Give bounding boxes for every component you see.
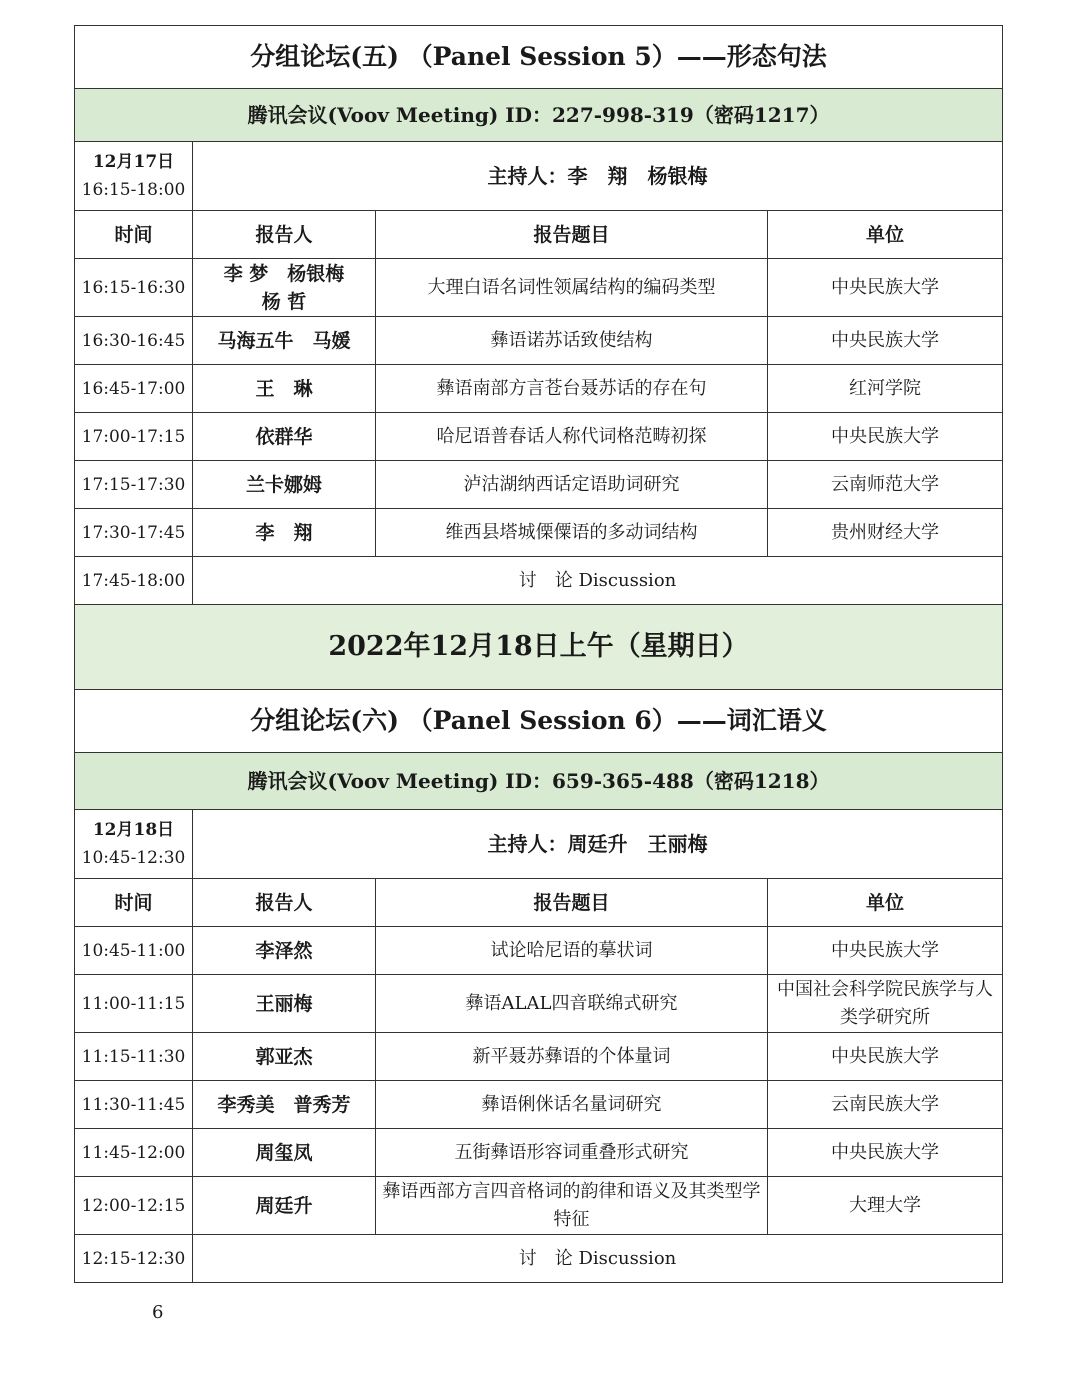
- discussion-time: 17:45-18:00: [75, 557, 193, 605]
- table-row: [75, 509, 1003, 557]
- day-heading-row: [75, 605, 1003, 690]
- row-speaker: 李秀美 普秀芳: [193, 1081, 376, 1129]
- row-speaker: 周廷升: [193, 1177, 376, 1235]
- row-speaker: 王 琳: [193, 365, 376, 413]
- row-unit: 大理大学: [768, 1177, 1003, 1235]
- row-time: 10:45-11:00: [75, 927, 193, 975]
- session5-title: 分组论坛(五) （Panel Session 5）——形态句法: [75, 26, 1003, 89]
- row-unit: 中央民族大学: [768, 1033, 1003, 1081]
- table-row: [75, 365, 1003, 413]
- discussion-time: 12:15-12:30: [75, 1235, 193, 1283]
- row-unit: 中国社会科学院民族学与人类学研究所: [768, 975, 1003, 1033]
- header-time: 时间: [75, 211, 193, 259]
- header-topic: 报告题目: [376, 211, 768, 259]
- row-speaker: 李泽然: [193, 927, 376, 975]
- session6-discussion-row: [75, 1235, 1003, 1283]
- row-unit: 云南民族大学: [768, 1081, 1003, 1129]
- row-unit: 贵州财经大学: [768, 509, 1003, 557]
- row-time: 16:15-16:30: [75, 259, 193, 317]
- row-time: 16:45-17:00: [75, 365, 193, 413]
- header-speaker: 报告人: [193, 879, 376, 927]
- header-topic: 报告题目: [376, 879, 768, 927]
- row-speaker: 兰卡娜姆: [193, 461, 376, 509]
- page-number: 6: [152, 1302, 164, 1323]
- session6-column-headers: [75, 879, 1003, 927]
- row-unit: 中央民族大学: [768, 317, 1003, 365]
- session5-host: 主持人：李 翔 杨银梅: [193, 142, 1003, 211]
- table-row: [75, 259, 1003, 317]
- table-row: [75, 975, 1003, 1033]
- row-time: 11:30-11:45: [75, 1081, 193, 1129]
- row-topic: 新平聂苏彝语的个体量词: [376, 1033, 768, 1081]
- session5-time-range: 16:15-18:00: [81, 180, 186, 200]
- row-unit: 中央民族大学: [768, 259, 1003, 317]
- session6-title-row: [75, 690, 1003, 753]
- row-unit: 云南师范大学: [768, 461, 1003, 509]
- session5-title-row: [75, 26, 1003, 89]
- discussion-label: 讨 论 Discussion: [193, 557, 1003, 605]
- row-speaker: 马海五牛 马媛: [193, 317, 376, 365]
- row-time: 11:15-11:30: [75, 1033, 193, 1081]
- table-row: [75, 413, 1003, 461]
- day-heading: 2022年12月18日上午（星期日）: [75, 605, 1003, 690]
- row-time: 17:00-17:15: [75, 413, 193, 461]
- row-speaker: 李 翔: [193, 509, 376, 557]
- row-topic: 彝语西部方言四音格词的韵律和语义及其类型学特征: [376, 1177, 768, 1235]
- row-unit: 中央民族大学: [768, 927, 1003, 975]
- row-speaker: 王丽梅: [193, 975, 376, 1033]
- header-unit: 单位: [768, 879, 1003, 927]
- session6-title: 分组论坛(六) （Panel Session 6）——词汇语义: [75, 690, 1003, 753]
- row-topic: 维西县塔城傈僳语的多动词结构: [376, 509, 768, 557]
- schedule-table: [74, 25, 1003, 1283]
- row-time: 17:15-17:30: [75, 461, 193, 509]
- session6-meeting-id: 腾讯会议(Voov Meeting) ID：659-365-488（密码1218）: [75, 753, 1003, 810]
- session5-host-row: [75, 142, 1003, 211]
- session6-date-cell: [75, 810, 193, 879]
- table-row: [75, 1081, 1003, 1129]
- row-unit: 中央民族大学: [768, 1129, 1003, 1177]
- row-unit: 红河学院: [768, 365, 1003, 413]
- table-row: [75, 317, 1003, 365]
- session5-column-headers: [75, 211, 1003, 259]
- session6-time-range: 10:45-12:30: [81, 848, 186, 868]
- header-time: 时间: [75, 879, 193, 927]
- session5-meeting-id: 腾讯会议(Voov Meeting) ID：227-998-319（密码1217）: [75, 89, 1003, 142]
- row-topic: 彝语诺苏话致使结构: [376, 317, 768, 365]
- session5-date-cell: [75, 142, 193, 211]
- schedule-sheet: [74, 25, 1002, 1283]
- row-time: 12:00-12:15: [75, 1177, 193, 1235]
- table-row: [75, 1177, 1003, 1235]
- session6-host-row: [75, 810, 1003, 879]
- table-row: [75, 1033, 1003, 1081]
- header-unit: 单位: [768, 211, 1003, 259]
- row-time: 16:30-16:45: [75, 317, 193, 365]
- table-row: [75, 1129, 1003, 1177]
- row-unit: 中央民族大学: [768, 413, 1003, 461]
- session5-discussion-row: [75, 557, 1003, 605]
- row-time: 11:45-12:00: [75, 1129, 193, 1177]
- discussion-label: 讨 论 Discussion: [193, 1235, 1003, 1283]
- row-topic: 五街彝语形容词重叠形式研究: [376, 1129, 768, 1177]
- session5-date: 12月17日: [92, 152, 175, 172]
- table-row: [75, 927, 1003, 975]
- header-speaker: 报告人: [193, 211, 376, 259]
- row-topic: 泸沽湖纳西话定语助词研究: [376, 461, 768, 509]
- row-topic: 哈尼语普春话人称代词格范畴初探: [376, 413, 768, 461]
- session5-meeting-row: [75, 89, 1003, 142]
- session6-host: 主持人：周廷升 王丽梅: [193, 810, 1003, 879]
- row-time: 11:00-11:15: [75, 975, 193, 1033]
- row-topic: 彝语俐侎话名量词研究: [376, 1081, 768, 1129]
- row-topic: 彝语南部方言苍台聂苏话的存在句: [376, 365, 768, 413]
- row-speaker: 李 梦 杨银梅 杨 哲: [193, 259, 376, 317]
- session6-date: 12月18日: [92, 820, 175, 840]
- row-topic: 试论哈尼语的摹状词: [376, 927, 768, 975]
- session6-meeting-row: [75, 753, 1003, 810]
- row-speaker: 郭亚杰: [193, 1033, 376, 1081]
- row-speaker: 周玺凤: [193, 1129, 376, 1177]
- row-speaker: 依群华: [193, 413, 376, 461]
- table-row: [75, 461, 1003, 509]
- row-time: 17:30-17:45: [75, 509, 193, 557]
- row-topic: 彝语ALAL四音联绵式研究: [376, 975, 768, 1033]
- row-topic: 大理白语名词性领属结构的编码类型: [376, 259, 768, 317]
